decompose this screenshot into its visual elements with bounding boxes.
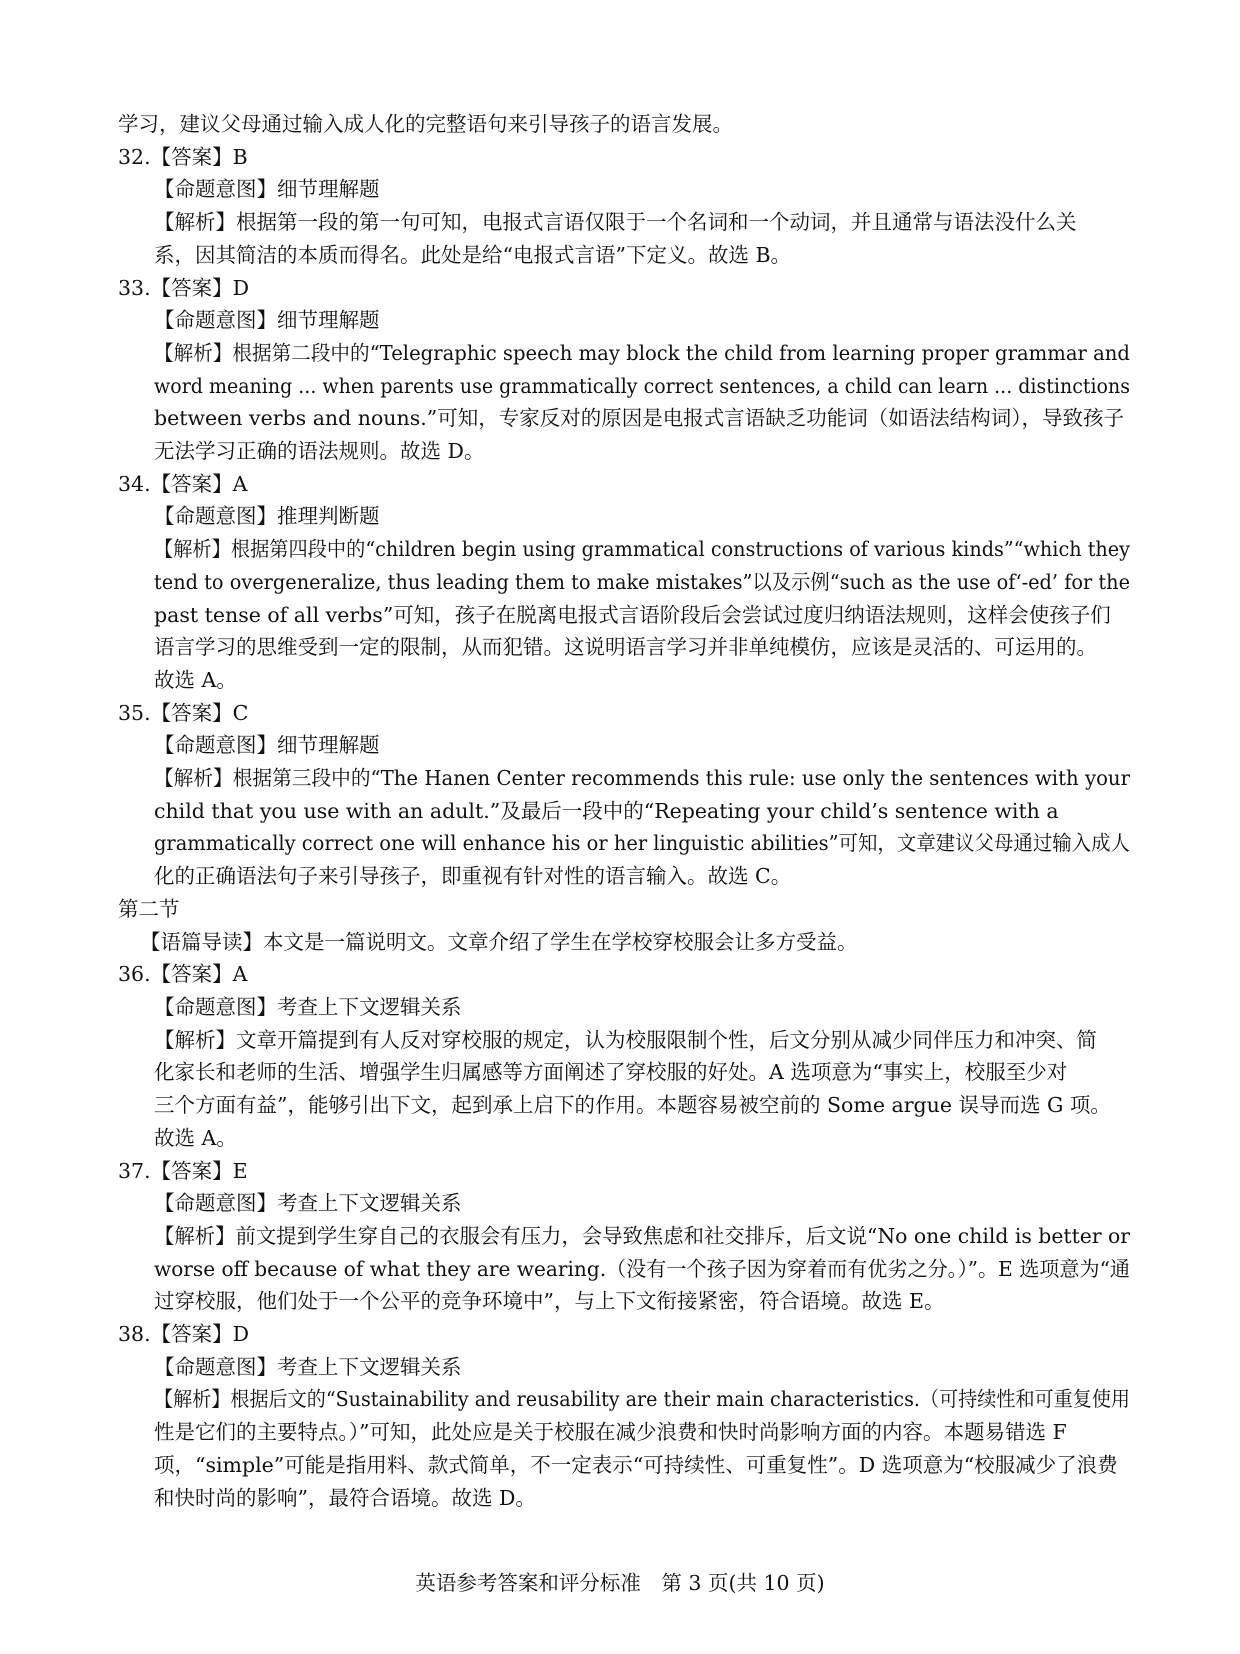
analysis-line: 【解析】根据第三段中的“The Hanen Center recommends this rule: use only the sentences with your [154,766,1131,791]
question-36 [118,958,1130,1154]
analysis-line: 性是它们的主要特点。）”可知，此处应是关于校服在减少浪费和快时尚影响方面的内容。本题易错选 F [154,1420,1067,1445]
analysis-line: 【解析】根据第一段的第一句可知，电报式言语仅限于一个名词和一个动词，并且通常与语法没什么关 [154,210,1077,235]
analysis-line: 【解析】文章开篇提到有人反对穿校服的规定，认为校服限制个性，后文分别从减少同伴压力和冲突、简 [154,1027,1097,1052]
answer-line: 37.【答案】E [118,1158,248,1183]
intent-line: 【命题意图】细节理解题 [154,733,380,758]
analysis-line: 化家长和老师的生活、增强学生归属感等方面阐述了穿校服的好处。A 选项意为“事实上，校服至少对 [154,1060,1068,1085]
answer-content [118,108,1130,1514]
analysis-line: worse off because of what they are wearing.（没有一个孩子因为穿着而有优劣之分。）”。E 选项意为“通 [154,1256,1130,1281]
answer-line: 32.【答案】B [118,144,248,169]
analysis-line: 三个方面有益”，能够引出下文，起到承上启下的作用。本题容易被空前的 Some argue 误导而选 G 项。 [154,1093,1111,1118]
answer-line: 34.【答案】A [118,471,248,496]
analysis-line: tend to overgeneralize, thus leading them to make mistakes”以及示例“such as the use of‘-ed’ for the [154,569,1131,594]
question-32 [118,141,1130,272]
analysis-line: child that you use with an adult.”及最后一段中的“Repeating your child’s sentence with a [154,798,1059,823]
section-title: 第二节 [118,896,180,921]
analysis-line: between verbs and nouns.”可知，专家反对的原因是电报式言语缺乏功能词（如语法结构词），导致孩子 [154,406,1124,431]
analysis-line: 故选 A。 [154,667,237,692]
analysis-line: 【解析】根据第二段中的“Telegraphic speech may block the child from learning proper grammar and [154,340,1130,365]
analysis-line: past tense of all verbs”可知，孩子在脱离电报式言语阶段后会尝试过度归纳语法规则，这样会使孩子们 [154,602,1111,627]
answer-line: 36.【答案】A [118,962,248,987]
question-37 [118,1155,1130,1319]
answer-line: 38.【答案】D [118,1322,250,1347]
intent-line: 【命题意图】细节理解题 [154,308,380,333]
question-38 [118,1318,1130,1514]
analysis-line: 系，因其简洁的本质而得名。此处是给“电报式言语”下定义。故选 B。 [154,242,792,267]
answer-line: 35.【答案】C [118,700,249,725]
section-intro: 【语篇导读】本文是一篇说明文。文章介绍了学生在学校穿校服会让多方受益。 [140,929,858,954]
analysis-line: grammatically correct one will enhance his or her linguistic abilities”可知，文章建议父母通过输入成人 [154,831,1130,856]
analysis-line: word meaning ... when parents use grammatically correct sentences, a child can learn ... distinctions [154,373,1130,398]
analysis-line: 无法学习正确的语法规则。故选 D。 [154,439,485,464]
analysis-line: 【解析】根据后文的“Sustainability and reusability are their main characteristics.（可持续性和可重复使用 [154,1387,1131,1412]
analysis-line: 项，“simple”可能是指用料、款式简单，不一定表示“可持续性、可重复性”。D 选项意为“校服减少了浪费 [154,1452,1118,1477]
answer-line: 33.【答案】D [118,275,250,300]
intent-line: 【命题意图】考查上下文逻辑关系 [154,1354,462,1379]
question-34 [118,468,1130,697]
analysis-line: 【解析】前文提到学生穿自己的衣服会有压力，会导致焦虑和社交排斥，后文说“No one child is better or [154,1223,1131,1248]
analysis-line: 【解析】根据第四段中的“children begin using grammatical constructions of various kinds”“which they [154,537,1131,562]
intro-line: 学习，建议父母通过输入成人化的完整语句来引导孩子的语言发展。 [118,112,733,136]
intent-line: 【命题意图】考查上下文逻辑关系 [154,1191,462,1216]
intent-line: 【命题意图】考查上下文逻辑关系 [154,994,462,1019]
analysis-line: 故选 A。 [154,1125,237,1150]
question-33 [118,272,1130,468]
question-35 [118,697,1130,893]
analysis-line: 化的正确语法句子来引导孩子，即重视有针对性的语言输入。故选 C。 [154,864,792,889]
analysis-line: 和快时尚的影响”，最符合语境。故选 D。 [154,1485,536,1510]
analysis-line: 语言学习的思维受到一定的限制，从而犯错。这说明语言学习并非单纯模仿，应该是灵活的、可运用的。 [154,635,1097,660]
intent-line: 【命题意图】细节理解题 [154,177,380,202]
analysis-line: 过穿校服，他们处于一个公平的竞争环境中”，与上下文衔接紧密，符合语境。故选 E。 [154,1289,945,1314]
page-footer: 英语参考答案和评分标准 第 3 页(共 10 页) [415,1571,825,1595]
intent-line: 【命题意图】推理判断题 [154,504,380,529]
